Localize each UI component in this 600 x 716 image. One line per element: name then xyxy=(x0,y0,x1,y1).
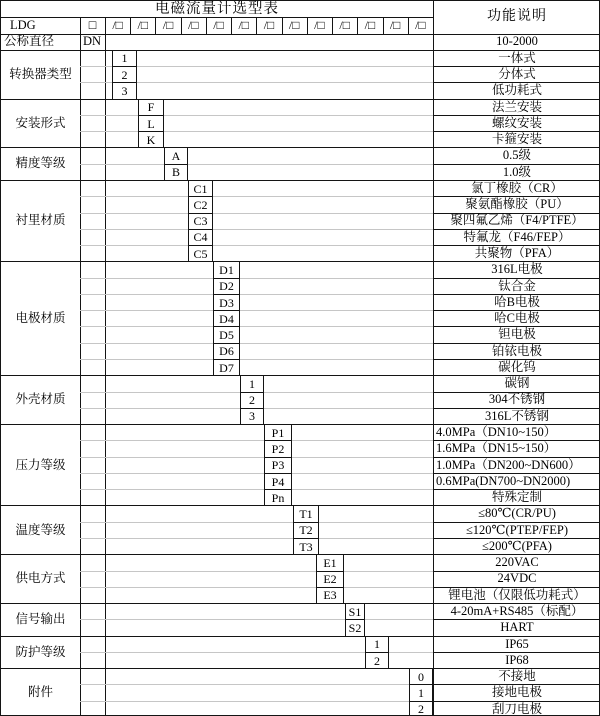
group-4-label: 电极材质 xyxy=(15,311,66,326)
group-10-option-0-desc: IP65 xyxy=(505,636,529,651)
group-7-option-1-desc: ≤120℃(PTEP/FEP) xyxy=(465,522,569,537)
grid-line xyxy=(130,17,131,33)
group-0-option-1-desc: 分体式 xyxy=(498,66,536,81)
group-9-label: 信号输出 xyxy=(15,612,66,627)
group-6-label: 压力等级 xyxy=(15,457,66,472)
group-6-option-2-desc: 1.0MPa（DN200~DN600） xyxy=(436,457,581,472)
grid-line-faint xyxy=(80,229,433,230)
group-0-label: 转换器类型 xyxy=(9,66,72,81)
group-3-option-0-code: C1 xyxy=(188,180,213,197)
model-slot-cell: /□ xyxy=(188,18,199,33)
model-slot-cell: /□ xyxy=(137,18,149,33)
group-4-option-0-code: D1 xyxy=(213,261,240,278)
grid-line xyxy=(181,17,182,33)
group-6-option-4-desc: 特殊定制 xyxy=(491,490,542,505)
group-3-label: 衬里材质 xyxy=(15,213,66,228)
grid-line-faint xyxy=(80,278,433,279)
model-slot-cell: /□ xyxy=(364,18,376,33)
group-0-option-0-code: 1 xyxy=(112,50,137,67)
group-2-option-1-code: B xyxy=(164,164,188,181)
dn-desc: 10-2000 xyxy=(496,34,538,49)
group-3-option-3-desc: 特氟龙（F46/FEP） xyxy=(463,229,571,244)
group-11-option-0-code: 0 xyxy=(409,668,433,685)
group-4-option-4-code: D5 xyxy=(213,326,240,343)
grid-line xyxy=(383,17,384,33)
group-3-option-2-desc: 聚四氟乙烯（F4/PTFE） xyxy=(450,213,584,228)
group-3-option-0-desc: 氯丁橡胶（CR） xyxy=(471,180,563,195)
group-3-option-2-code: C3 xyxy=(188,213,213,230)
group-3-option-1-code: C2 xyxy=(188,196,213,213)
grid-line-faint xyxy=(80,213,433,214)
grid-line xyxy=(206,17,207,33)
group-3-option-4-desc: 共聚物（PFA） xyxy=(474,245,560,260)
group-11-option-0-desc: 不接地 xyxy=(498,669,536,684)
grid-line-faint xyxy=(80,115,433,116)
group-6-option-0-code: P1 xyxy=(264,424,292,441)
group-8-option-1-desc: 24VDC xyxy=(497,571,537,586)
group-5-option-2-desc: 316L不锈钢 xyxy=(485,408,549,423)
group-1-option-2-code: K xyxy=(138,131,164,148)
group-7-option-0-desc: ≤80℃(CR/PU) xyxy=(478,506,556,521)
grid-line-faint xyxy=(80,294,433,295)
table-title: 电磁流量计选型表 xyxy=(155,1,279,17)
group-3-option-3-code: C4 xyxy=(188,229,213,246)
group-1-label: 安装形式 xyxy=(15,115,66,130)
group-4-option-3-code: D4 xyxy=(213,310,240,327)
model-slot-cell: /□ xyxy=(389,18,401,33)
group-6-option-3-code: P4 xyxy=(264,473,292,490)
model-slot-cell: /□ xyxy=(415,18,426,33)
grid-line xyxy=(155,17,156,33)
model-slot-cell: /□ xyxy=(213,18,224,33)
group-1-option-1-desc: 螺纹安装 xyxy=(491,115,542,130)
model-box-cell: □ xyxy=(88,18,97,33)
grid-line-faint xyxy=(80,310,433,311)
group-4-option-3-desc: 哈C电极 xyxy=(494,311,540,326)
group-6-option-4-code: Pn xyxy=(264,489,292,506)
grid-line xyxy=(105,17,106,716)
group-8-option-1-code: E2 xyxy=(316,571,344,588)
group-5-option-1-desc: 304不锈钢 xyxy=(488,392,546,407)
model-slot-cell: /□ xyxy=(112,18,123,33)
group-9-option-1-code: S2 xyxy=(345,619,365,636)
model-prefix: LDG xyxy=(10,18,36,33)
grid-line-faint xyxy=(80,196,433,197)
group-5-option-0-code: 1 xyxy=(240,375,264,392)
group-7-option-2-desc: ≤200℃(PFA) xyxy=(482,538,552,553)
grid-line-faint xyxy=(80,473,433,474)
group-4-option-6-desc: 碳化钨 xyxy=(498,359,536,374)
grid-line xyxy=(1,34,600,35)
group-4-option-5-code: D6 xyxy=(213,343,240,360)
model-slot-cell: /□ xyxy=(263,18,275,33)
grid-line-faint xyxy=(80,701,433,702)
group-4-option-2-desc: 哈B电极 xyxy=(494,294,540,309)
grid-line xyxy=(307,17,308,33)
group-7-option-2-code: T3 xyxy=(293,538,319,555)
group-4-option-5-desc: 铂铱电极 xyxy=(491,343,542,358)
grid-line-faint xyxy=(80,522,433,523)
grid-line-faint xyxy=(80,619,433,620)
group-1-option-1-code: L xyxy=(138,115,164,132)
group-6-option-0-desc: 4.0MPa（DN10~150） xyxy=(436,424,557,439)
group-0-option-1-code: 2 xyxy=(112,66,137,83)
model-slot-cell: /□ xyxy=(162,18,174,33)
model-slot-cell: /□ xyxy=(314,18,325,33)
group-7-option-0-code: T1 xyxy=(293,505,319,522)
group-2-label: 精度等级 xyxy=(15,156,66,171)
grid-line-faint xyxy=(80,131,433,132)
group-9-option-0-desc: 4-20mA+RS485（标配） xyxy=(450,603,584,618)
grid-line xyxy=(282,17,283,33)
grid-line xyxy=(332,17,333,33)
group-1-option-0-code: F xyxy=(138,99,164,116)
group-6-option-2-code: P3 xyxy=(264,457,292,474)
group-0-option-2-code: 3 xyxy=(112,82,137,99)
grid-line-faint xyxy=(80,359,433,360)
group-1-option-2-desc: 卡箍安装 xyxy=(491,132,542,147)
group-8-label: 供电方式 xyxy=(15,571,66,586)
group-0-option-0-desc: 一体式 xyxy=(498,50,536,65)
group-4-option-1-desc: 钛合金 xyxy=(498,278,536,293)
grid-line-faint xyxy=(80,587,433,588)
grid-line xyxy=(256,17,257,33)
group-7-option-1-code: T2 xyxy=(293,522,319,539)
group-8-option-0-desc: 220VAC xyxy=(495,555,539,570)
group-11-option-2-code: 2 xyxy=(409,701,433,716)
group-5-option-2-code: 3 xyxy=(240,408,264,425)
group-11-option-1-code: 1 xyxy=(409,684,433,701)
grid-line xyxy=(357,17,358,33)
grid-line-faint xyxy=(80,326,433,327)
dn-label: 公称直径 xyxy=(4,34,55,49)
group-2-option-0-code: A xyxy=(164,147,188,164)
group-8-option-2-code: E3 xyxy=(316,587,344,604)
group-2-option-1-desc: 1.0级 xyxy=(502,164,532,179)
group-10-option-1-code: 2 xyxy=(365,652,389,669)
grid-line-faint xyxy=(80,684,433,685)
grid-line xyxy=(231,17,232,33)
group-8-option-2-desc: 锂电池（仅限低功耗式） xyxy=(448,587,586,602)
model-slot-cell: /□ xyxy=(339,18,350,33)
group-9-option-1-desc: HART xyxy=(500,620,534,635)
grid-line-faint xyxy=(80,457,433,458)
grid-line-faint xyxy=(80,164,433,165)
group-4-option-0-desc: 316L电极 xyxy=(491,262,543,277)
group-7-label: 温度等级 xyxy=(15,522,66,537)
group-9-option-0-code: S1 xyxy=(345,603,365,620)
group-10-option-1-desc: IP68 xyxy=(505,652,529,667)
group-3-option-4-code: C5 xyxy=(188,245,213,262)
group-8-option-0-code: E1 xyxy=(316,554,344,571)
group-11-label: 附件 xyxy=(27,685,53,700)
model-slot-cell: /□ xyxy=(238,18,250,33)
model-slot-cell: /□ xyxy=(288,18,300,33)
grid-line xyxy=(1,17,433,18)
grid-line-faint xyxy=(80,538,433,539)
group-11-option-1-desc: 接地电极 xyxy=(491,685,542,700)
group-6-option-3-desc: 0.6MPa(DN700~DN2000) xyxy=(436,473,571,488)
grid-line-faint xyxy=(80,440,433,441)
group-6-option-1-code: P2 xyxy=(264,440,292,457)
group-11-option-2-desc: 刮刀电极 xyxy=(491,701,542,716)
group-5-option-0-desc: 碳钢 xyxy=(504,376,530,391)
group-4-option-1-code: D2 xyxy=(213,278,240,295)
group-3-option-1-desc: 聚氨酯橡胶（PU） xyxy=(465,197,569,212)
grid-line-faint xyxy=(80,343,433,344)
group-10-option-0-code: 1 xyxy=(365,636,389,653)
group-4-option-2-code: D3 xyxy=(213,294,240,311)
grid-line-faint xyxy=(80,245,433,246)
grid-line-faint xyxy=(80,489,433,490)
function-header: 功能说明 xyxy=(487,9,547,25)
group-4-option-6-code: D7 xyxy=(213,359,240,376)
group-5-option-1-code: 2 xyxy=(240,392,264,409)
group-2-option-0-desc: 0.5级 xyxy=(502,148,532,163)
group-5-label: 外壳材质 xyxy=(15,392,66,407)
grid-line xyxy=(80,17,81,716)
dn-code: DN xyxy=(83,34,102,49)
group-0-option-2-desc: 低功耗式 xyxy=(491,83,542,98)
group-6-option-1-desc: 1.6MPa（DN15~150） xyxy=(436,441,557,456)
grid-line-faint xyxy=(80,571,433,572)
group-1-option-0-desc: 法兰安装 xyxy=(491,99,542,114)
group-4-option-4-desc: 钽电极 xyxy=(498,327,536,342)
group-10-label: 防护等级 xyxy=(15,644,66,659)
grid-line xyxy=(408,17,409,33)
